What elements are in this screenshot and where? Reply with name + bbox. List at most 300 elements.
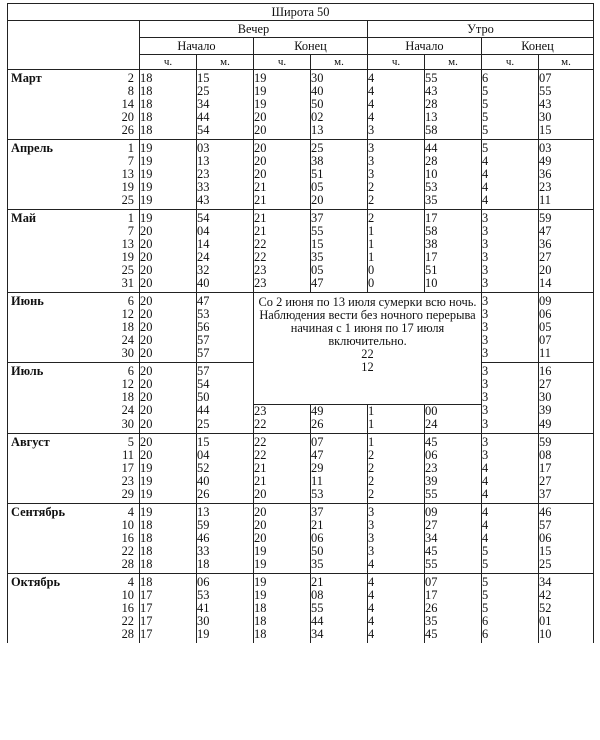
minute-value: 50 [197,391,254,404]
month-label [8,418,11,431]
minute-value: 25 [197,85,254,98]
minute-value: 10 [425,277,482,293]
note-sub-value: 12 [361,360,374,374]
minute-value: 33 [197,181,254,194]
minute-value: 13 [197,155,254,168]
minute-value: 42 [539,589,594,602]
hour-value: 22 [254,449,311,462]
minute-value: 55 [425,70,482,86]
hour-value: 3 [482,210,539,226]
minute-value: 36 [539,168,594,181]
hour-value: 17 [140,615,197,628]
minute-value: 01 [539,615,594,628]
day-label: 23 [121,473,134,488]
minute-value: 51 [425,264,482,277]
table-row [8,210,594,226]
minute-value: 25 [197,418,254,434]
hour-value: 3 [482,308,539,321]
hour-value: 3 [482,277,539,293]
minute-value: 26 [311,418,368,434]
minute-header: м. [425,55,482,70]
minute-value: 40 [311,85,368,98]
hour-value: 5 [482,558,539,574]
hour-value: 3 [482,378,539,391]
hour-value: 20 [140,308,197,321]
month-label [8,532,11,545]
date-cell [8,155,140,168]
hour-value: 21 [254,194,311,210]
hour-value: 20 [254,111,311,124]
minute-value: 03 [539,140,594,156]
date-cell [8,251,140,264]
evening-end-header: Конец [254,38,368,55]
minute-value: 07 [539,70,594,86]
date-cell [8,462,140,475]
hour-value: 2 [368,449,425,462]
table-row [8,264,594,277]
hour-value: 4 [368,602,425,615]
minute-value: 04 [197,225,254,238]
minute-value: 11 [539,347,594,363]
minute-value: 03 [197,140,254,156]
minute-value: 45 [425,628,482,643]
day-label: 6 [127,364,134,378]
hour-value: 20 [140,277,197,293]
hour-value: 3 [368,140,425,156]
month-label [8,225,11,238]
hour-value: 17 [140,589,197,602]
hour-value: 20 [140,378,197,391]
minute-value: 57 [197,347,254,363]
hour-value: 20 [140,293,197,309]
hour-value: 0 [368,264,425,277]
minute-value: 15 [311,238,368,251]
table-body [8,70,594,643]
hour-value: 20 [254,168,311,181]
hour-value: 21 [254,210,311,226]
date-cell [8,545,140,558]
day-label: 22 [121,613,134,628]
hour-value: 5 [482,573,539,589]
hour-value: 19 [140,210,197,226]
minute-value: 07 [311,433,368,449]
hour-value: 20 [140,334,197,347]
minute-value: 06 [539,308,594,321]
table-row [8,85,594,98]
minute-value: 55 [311,602,368,615]
hour-value: 4 [482,168,539,181]
month-label: Октябрь [11,574,61,589]
minute-value: 15 [539,124,594,140]
minute-value: 35 [311,558,368,574]
date-cell [8,168,140,181]
day-label: 17 [121,460,134,475]
hour-value: 21 [254,181,311,194]
hour-value: 3 [482,347,539,363]
table-row [8,140,594,156]
date-cell [8,519,140,532]
hour-value: 20 [140,391,197,404]
hour-value: 4 [482,181,539,194]
hour-value: 4 [368,615,425,628]
hour-value: 3 [482,449,539,462]
minute-value: 47 [311,449,368,462]
month-label [8,404,11,417]
hour-value: 19 [254,98,311,111]
minute-value: 35 [311,251,368,264]
hour-value: 18 [254,602,311,615]
date-cell [8,277,140,293]
minute-value: 27 [539,251,594,264]
table-row [8,519,594,532]
minute-value: 34 [425,532,482,545]
hour-value: 18 [140,558,197,574]
table-row [8,462,594,475]
hour-value: 20 [140,363,197,379]
day-label: 16 [121,600,134,615]
minute-value: 44 [425,140,482,156]
table-row [8,238,594,251]
minute-value: 11 [539,194,594,210]
minute-value: 23 [197,168,254,181]
month-label: Март [11,71,42,85]
date-cell [8,404,140,418]
date-cell [8,140,140,156]
minute-value: 02 [311,111,368,124]
day-label: 28 [121,556,134,571]
hour-value: 18 [140,519,197,532]
minute-value: 13 [197,503,254,519]
month-label: Апрель [11,141,53,155]
hour-value: 3 [482,363,539,379]
minute-value: 57 [539,519,594,532]
minute-value: 08 [311,589,368,602]
day-label: 24 [121,403,134,417]
minute-value: 15 [197,433,254,449]
month-label [8,155,11,168]
minute-value: 00 [425,404,482,418]
date-cell [8,532,140,545]
twilight-table [7,3,594,643]
table-row [8,98,594,111]
minute-value: 43 [539,98,594,111]
minute-value: 14 [539,277,594,293]
minute-value: 53 [197,589,254,602]
date-cell [8,181,140,194]
date-cell [8,378,140,391]
hour-value: 19 [140,503,197,519]
hour-value: 6 [482,615,539,628]
hour-value: 5 [482,98,539,111]
hour-value: 19 [254,589,311,602]
month-label [8,602,11,615]
month-label [8,334,11,347]
hour-value: 4 [482,532,539,545]
minute-value: 10 [539,628,594,643]
hour-value: 3 [368,168,425,181]
minute-value: 23 [425,462,482,475]
hour-value: 21 [254,462,311,475]
minute-value: 33 [197,545,254,558]
month-label [8,475,11,488]
date-cell [8,363,140,379]
hour-value: 17 [140,628,197,643]
minute-value: 14 [197,238,254,251]
hour-value: 3 [482,251,539,264]
hour-value: 3 [482,404,539,418]
hour-value: 4 [368,589,425,602]
minute-value: 43 [197,194,254,210]
date-cell [8,293,140,309]
minute-value: 40 [197,475,254,488]
minute-value: 17 [425,210,482,226]
minute-value: 06 [539,532,594,545]
hour-value: 23 [254,264,311,277]
date-cell [8,98,140,111]
day-label: 7 [127,224,134,238]
hour-value: 18 [140,70,197,86]
date-cell [8,347,140,363]
hour-value: 6 [482,628,539,643]
month-label [8,589,11,602]
hour-value: 5 [482,140,539,156]
table-row [8,225,594,238]
hour-value: 18 [254,628,311,643]
hour-value: 3 [482,321,539,334]
minute-value: 55 [539,85,594,98]
month-label [8,378,11,391]
table-row [8,488,594,504]
day-label: 29 [121,486,134,501]
minute-value: 59 [539,433,594,449]
hour-value: 3 [482,264,539,277]
minute-value: 52 [197,462,254,475]
minute-value: 30 [539,111,594,124]
hour-value: 3 [482,391,539,404]
minute-value: 47 [539,225,594,238]
minute-value: 15 [197,70,254,86]
hour-value: 20 [140,225,197,238]
minute-value: 17 [425,251,482,264]
date-cell [8,194,140,210]
minute-value: 37 [311,210,368,226]
minute-value: 06 [311,532,368,545]
day-label: 12 [121,307,134,321]
hour-value: 3 [482,334,539,347]
day-label: 12 [121,377,134,391]
minute-value: 59 [539,210,594,226]
hour-value: 2 [368,475,425,488]
minute-value: 20 [539,264,594,277]
hour-value: 20 [140,418,197,434]
table-row [8,111,594,124]
hour-value: 4 [482,194,539,210]
hour-value: 4 [482,519,539,532]
table-title: Широта 50 [8,4,594,21]
hour-value: 4 [482,155,539,168]
hour-value: 20 [254,140,311,156]
hour-value: 18 [140,85,197,98]
date-cell [8,111,140,124]
minute-value: 53 [197,308,254,321]
minute-value: 46 [539,503,594,519]
minute-value: 04 [197,449,254,462]
month-label [8,85,11,98]
minute-value: 05 [311,181,368,194]
hour-value: 5 [482,85,539,98]
minute-value: 10 [425,168,482,181]
month-label [8,488,11,501]
day-label: 19 [121,180,134,194]
day-label: 13 [121,167,134,181]
minute-value: 51 [311,168,368,181]
month-label [8,238,11,251]
date-cell [8,321,140,334]
hour-value: 22 [254,433,311,449]
hour-value: 2 [368,462,425,475]
hour-value: 4 [482,503,539,519]
day-label: 22 [121,543,134,558]
date-cell [8,475,140,488]
day-label: 11 [122,447,134,462]
hour-value: 3 [368,155,425,168]
minute-value: 49 [311,404,368,418]
minute-value: 47 [197,293,254,309]
month-label [8,124,11,137]
hour-value: 4 [368,98,425,111]
date-cell [8,488,140,504]
hour-value: 22 [254,251,311,264]
month-label [8,277,11,290]
minute-header: м. [539,55,594,70]
table-row [8,449,594,462]
hour-value: 5 [482,124,539,140]
hour-value: 23 [254,277,311,293]
hour-value: 19 [140,194,197,210]
minute-value: 43 [425,85,482,98]
hour-value: 20 [254,155,311,168]
hour-value: 3 [368,503,425,519]
hour-value: 20 [140,347,197,363]
table-row [8,155,594,168]
day-label: 5 [127,434,134,449]
minute-value: 17 [425,589,482,602]
hour-value: 4 [482,488,539,504]
minute-value: 55 [311,225,368,238]
minute-value: 55 [425,488,482,504]
minute-value: 27 [539,475,594,488]
minute-value: 38 [311,155,368,168]
month-label: Май [11,211,37,225]
month-label [8,251,11,264]
hour-value: 5 [482,545,539,558]
hour-value: 20 [140,264,197,277]
hour-value: 1 [368,225,425,238]
note-sub-value: 22 [361,347,374,361]
hour-value: 19 [254,558,311,574]
minute-value: 54 [197,378,254,391]
day-label: 25 [121,193,134,207]
minute-value: 53 [311,488,368,504]
minute-value: 37 [539,488,594,504]
table-row [8,404,594,418]
hour-value: 1 [368,418,425,434]
hour-value: 4 [368,573,425,589]
minute-value: 39 [539,404,594,418]
table-row [8,168,594,181]
minute-value: 24 [425,418,482,434]
minute-value: 59 [197,519,254,532]
month-label: Август [11,434,50,449]
minute-value: 58 [425,124,482,140]
month-label: Июнь [11,294,44,308]
minute-value: 30 [311,70,368,86]
minute-value: 45 [425,433,482,449]
table-row [8,293,594,309]
minute-value: 34 [197,98,254,111]
month-label [8,168,11,181]
minute-value: 08 [539,449,594,462]
hour-value: 19 [140,155,197,168]
day-label: 6 [127,294,134,308]
minute-value: 57 [197,334,254,347]
minute-value: 23 [539,181,594,194]
hour-value: 23 [254,404,311,418]
month-label [8,558,11,571]
minute-value: 45 [425,545,482,558]
date-cell [8,70,140,86]
minute-value: 34 [539,573,594,589]
date-cell [8,238,140,251]
minute-value: 07 [539,334,594,347]
date-cell [8,210,140,226]
day-label: 25 [121,263,134,277]
hour-value: 20 [254,519,311,532]
hour-value: 4 [368,85,425,98]
day-label: 10 [121,517,134,532]
minute-value: 34 [311,628,368,643]
month-label [8,391,11,404]
hour-value: 3 [482,293,539,309]
minute-value: 39 [425,475,482,488]
minute-value: 40 [197,277,254,293]
day-label: 20 [121,110,134,124]
minute-value: 05 [539,321,594,334]
table-row [8,194,594,210]
minute-value: 32 [197,264,254,277]
hour-value: 19 [254,85,311,98]
hour-value: 19 [254,573,311,589]
hour-value: 0 [368,277,425,293]
hour-value: 19 [254,70,311,86]
month-label [8,194,11,207]
date-cell [8,308,140,321]
hour-value: 3 [368,519,425,532]
minute-value: 54 [197,210,254,226]
hour-header: ч. [140,55,197,70]
table-row [8,503,594,519]
minute-value: 11 [311,475,368,488]
table-row [8,615,594,628]
table-row [8,433,594,449]
table-row [8,277,594,293]
day-label: 24 [121,333,134,347]
minute-value: 05 [311,264,368,277]
hour-header: ч. [368,55,425,70]
table-row [8,70,594,86]
hour-value: 1 [368,404,425,418]
minute-value: 21 [311,573,368,589]
